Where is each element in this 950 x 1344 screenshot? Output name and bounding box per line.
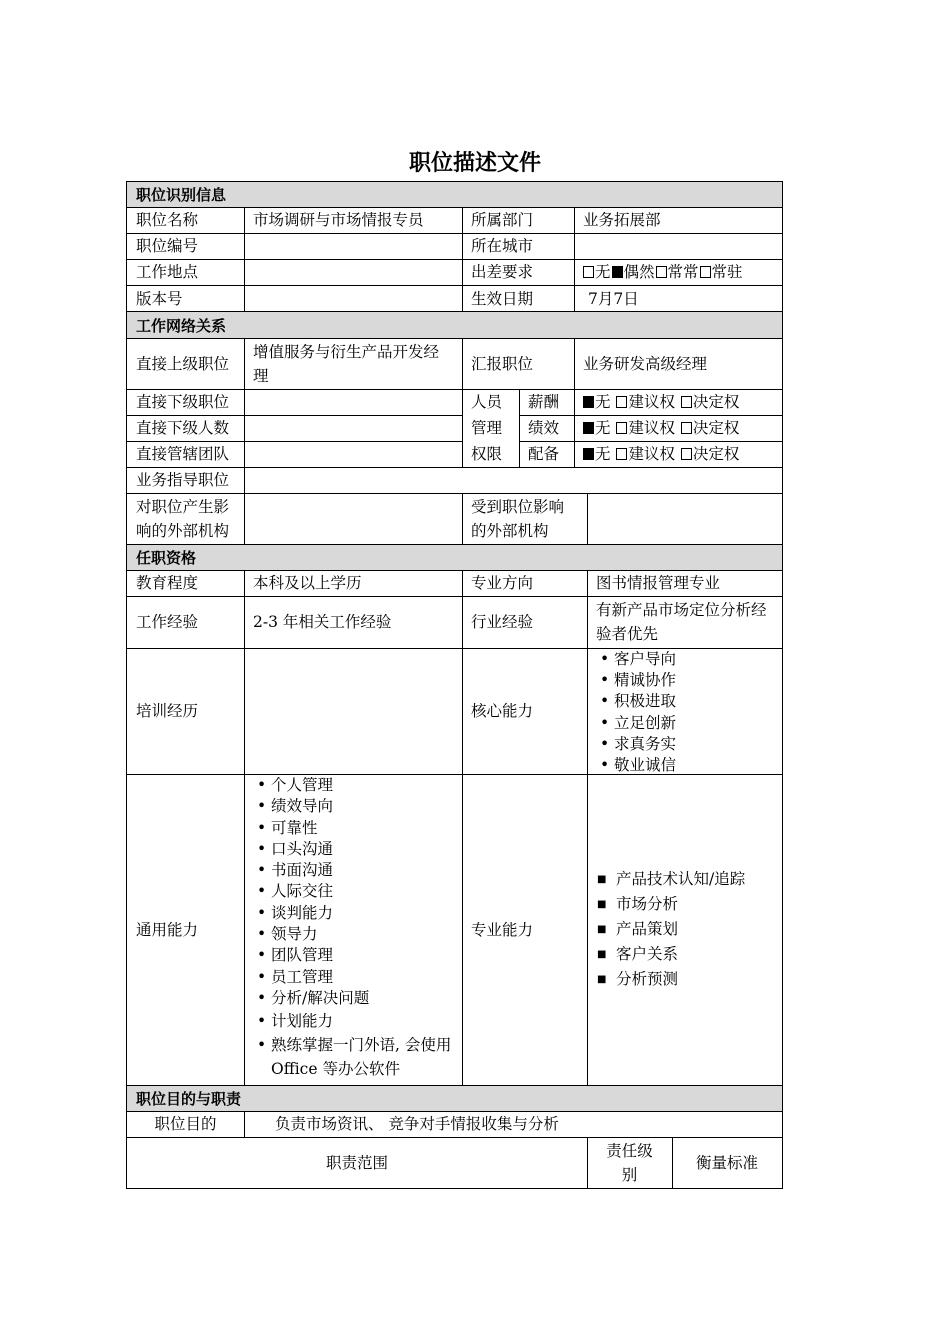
major-label: 专业方向	[471, 574, 534, 592]
industry-experience-label: 行业经验	[471, 613, 534, 631]
city-label: 所在城市	[471, 237, 534, 255]
list-item: ■ 市场分析	[596, 892, 745, 917]
authority-option-label: 无	[595, 445, 611, 463]
core-competency-label: 核心能力	[471, 702, 534, 720]
direct-team-label: 直接管辖团队	[136, 445, 230, 463]
checkbox-icon	[681, 448, 692, 460]
measurement-standard-header: 衡量标准	[695, 1153, 758, 1172]
professional-competency-list	[596, 867, 745, 992]
authority-option-label: 建议权	[628, 393, 675, 411]
list-item: • 计划能力	[253, 1009, 453, 1033]
list-item: ■ 产品技术认知/追踪	[596, 867, 745, 892]
professional-competency-label: 专业能力	[471, 920, 534, 939]
authority-option[interactable]	[582, 442, 611, 466]
list-item: • 精诚协作	[596, 670, 676, 691]
table-rule-vertical	[519, 389, 520, 467]
version-label: 版本号	[136, 289, 183, 308]
table-rule-horizontal	[127, 493, 783, 494]
general-competency-label: 通用能力	[136, 920, 199, 939]
checkbox-icon	[681, 396, 692, 408]
authority-option-label: 决定权	[692, 393, 740, 411]
checkbox-icon	[616, 448, 627, 460]
core-competency-cell	[587, 648, 782, 774]
table-rule-vertical	[244, 338, 245, 544]
travel-requirement-label: 出差要求	[471, 263, 534, 281]
list-item: • 客户导向	[596, 649, 676, 670]
list-item: ■ 产品策划	[596, 917, 745, 942]
table-rule-horizontal	[127, 544, 783, 545]
table-rule-horizontal	[127, 648, 783, 649]
travel-option-label: 无	[595, 263, 611, 281]
checkbox-icon	[583, 266, 594, 278]
list-item: • 熟练掌握一门外语, 会使用 Office 等办公软件	[253, 1033, 453, 1081]
table-rule-vertical	[462, 570, 463, 1085]
table-rule-vertical	[462, 338, 463, 389]
table-rule-vertical	[782, 181, 783, 1189]
list-item: • 员工管理	[253, 967, 453, 988]
professional-competency-cell	[587, 774, 782, 1085]
table-rule-vertical	[244, 570, 245, 1085]
training-value	[244, 648, 462, 774]
list-item: • 领导力	[253, 924, 453, 945]
table-rule-vertical	[574, 207, 575, 312]
checkbox-icon	[700, 266, 711, 278]
effective-date-value: 7月7日	[588, 289, 639, 308]
table-rule-vertical	[574, 389, 575, 467]
table-rule-horizontal	[127, 774, 783, 775]
list-item: • 个人管理	[253, 775, 453, 796]
authority-option-label: 建议权	[628, 445, 675, 463]
report-to-value: 业务研发高级经理	[583, 354, 708, 373]
core-competency-list	[596, 649, 676, 776]
table-rule-vertical	[672, 1137, 673, 1188]
table-rule-vertical	[587, 1137, 588, 1188]
list-item: • 立足创新	[596, 713, 676, 734]
table-rule-horizontal	[127, 259, 783, 260]
hr-row-label: 绩效	[528, 419, 560, 437]
table-rule-horizontal	[127, 1188, 783, 1189]
list-item: • 分析/解决问题	[253, 988, 453, 1009]
authority-option[interactable]	[615, 442, 675, 466]
table-rule-vertical	[126, 181, 127, 1189]
authority-option[interactable]	[680, 390, 740, 414]
general-competency-cell	[244, 774, 462, 1085]
city-value	[574, 233, 782, 259]
version-value	[244, 285, 462, 312]
table-rule-horizontal	[127, 596, 783, 597]
document-title: 职位描述文件	[408, 151, 541, 176]
external-affected-label: 受到职位影响的外部机构	[471, 497, 565, 540]
education-label: 教育程度	[136, 574, 199, 592]
table-rule-horizontal	[127, 389, 783, 390]
checkbox-checked-icon	[583, 422, 594, 434]
section-network-header: 工作网络关系	[127, 312, 782, 338]
work-location-value	[244, 259, 462, 285]
responsibility-scope-header: 职责范围	[325, 1153, 388, 1172]
table-rule-vertical	[244, 207, 245, 312]
education-value: 本科及以上学历	[253, 574, 362, 592]
position-code-value	[244, 233, 462, 259]
section-qualifications-header: 任职资格	[127, 544, 782, 570]
table-rule-horizontal	[127, 570, 783, 571]
list-item: • 敬业诚信	[596, 755, 676, 776]
table-rule-vertical	[462, 493, 463, 544]
hr-authority-label: 人员管理权限	[471, 393, 503, 463]
list-item: ■ 客户关系	[596, 942, 745, 967]
hr-row-options	[574, 415, 782, 441]
list-item: • 口头沟通	[253, 839, 453, 860]
authority-option[interactable]	[582, 416, 611, 440]
travel-option-label: 偶然	[623, 263, 655, 281]
table-rule-horizontal	[127, 207, 783, 208]
list-item: • 积极进取	[596, 691, 676, 712]
table-rule-horizontal	[519, 441, 783, 442]
authority-option[interactable]	[582, 390, 611, 414]
checkbox-checked-icon	[583, 396, 594, 408]
list-item: • 绩效导向	[253, 796, 453, 817]
table-rule-horizontal	[127, 181, 783, 182]
table-rule-vertical	[462, 207, 463, 312]
authority-option[interactable]	[615, 390, 675, 414]
travel-option[interactable]	[699, 260, 743, 284]
section-purpose-header: 职位目的与职责	[127, 1085, 782, 1111]
section-identification-header: 职位识别信息	[127, 182, 782, 207]
travel-option-label: 常常	[667, 263, 699, 281]
authority-option[interactable]	[680, 442, 740, 466]
hr-row-label: 薪酬	[528, 393, 560, 411]
checkbox-icon	[656, 266, 667, 278]
list-item: • 求真务实	[596, 734, 676, 755]
training-label: 培训经历	[136, 702, 199, 720]
table-rule-horizontal	[127, 1085, 783, 1086]
authority-option-label: 建议权	[628, 419, 675, 437]
list-item: • 可靠性	[253, 818, 453, 839]
table-rule-horizontal	[127, 338, 783, 339]
travel-option[interactable]	[655, 260, 699, 284]
travel-option[interactable]	[611, 260, 655, 284]
table-rule-vertical	[244, 1111, 245, 1137]
table-rule-horizontal	[519, 415, 783, 416]
work-location-label: 工作地点	[136, 263, 199, 281]
hr-row-options	[574, 441, 782, 467]
department-label: 所属部门	[471, 211, 534, 229]
report-to-label: 汇报职位	[471, 354, 534, 373]
authority-option[interactable]	[615, 416, 675, 440]
business-guidance-label: 业务指导职位	[136, 471, 230, 489]
checkbox-checked-icon	[583, 448, 594, 460]
authority-option-label: 决定权	[692, 445, 740, 463]
list-item: • 团队管理	[253, 945, 453, 966]
hr-row-options	[574, 389, 782, 415]
travel-option[interactable]	[582, 260, 611, 284]
list-item: • 书面沟通	[253, 860, 453, 881]
position-name-value: 市场调研与市场情报专员	[253, 211, 424, 229]
subordinate-count-label: 直接下级人数	[136, 419, 230, 437]
external-affecting-label: 对职位产生影响的外部机构	[136, 497, 230, 540]
list-item: • 人际交往	[253, 881, 453, 902]
table-rule-vertical	[462, 389, 463, 467]
effective-date-label: 生效日期	[471, 289, 534, 308]
general-competency-list	[253, 775, 453, 1081]
table-rule-horizontal	[127, 285, 783, 286]
industry-experience-value: 有新产品市场定位分析经验者优先	[596, 601, 767, 643]
travel-requirement-options	[574, 259, 782, 285]
position-purpose-label: 职位目的	[154, 1115, 217, 1133]
position-code-label: 职位编号	[136, 237, 199, 255]
position-purpose-value: 负责市场资讯、 竞争对手情报收集与分析	[275, 1115, 559, 1133]
list-item: ■ 分析预测	[596, 967, 745, 992]
list-item: • 谈判能力	[253, 903, 453, 924]
authority-option-label: 无	[595, 393, 611, 411]
table-rule-horizontal	[127, 415, 463, 416]
hr-row-label: 配备	[528, 445, 560, 463]
checkbox-icon	[616, 422, 627, 434]
department-value: 业务拓展部	[583, 211, 661, 229]
responsibility-level-header: 责任级别	[606, 1141, 653, 1184]
table-rule-horizontal	[127, 311, 783, 312]
table-rule-horizontal	[127, 441, 463, 442]
authority-option[interactable]	[680, 416, 740, 440]
work-experience-label: 工作经验	[136, 613, 199, 631]
table-rule-horizontal	[127, 233, 783, 234]
table-rule-vertical	[574, 338, 575, 389]
checkbox-checked-icon	[612, 266, 623, 278]
table-rule-vertical	[587, 493, 588, 544]
authority-option-label: 决定权	[692, 419, 740, 437]
direct-superior-label: 直接上级职位	[136, 354, 230, 373]
checkbox-icon	[616, 396, 627, 408]
table-rule-horizontal	[127, 467, 783, 468]
authority-option-label: 无	[595, 419, 611, 437]
direct-subordinate-label: 直接下级职位	[136, 393, 230, 411]
checkbox-icon	[681, 422, 692, 434]
travel-option-label: 常驻	[711, 263, 743, 281]
table-rule-horizontal	[127, 1111, 783, 1112]
direct-superior-value: 增值服务与衍生产品开发经理	[253, 342, 440, 385]
table-rule-vertical	[587, 570, 588, 1085]
position-name-label: 职位名称	[136, 211, 199, 229]
major-value: 图书情报管理专业	[596, 574, 721, 592]
table-rule-horizontal	[127, 1137, 783, 1138]
work-experience-value: 2-3 年相关工作经验	[253, 613, 392, 631]
